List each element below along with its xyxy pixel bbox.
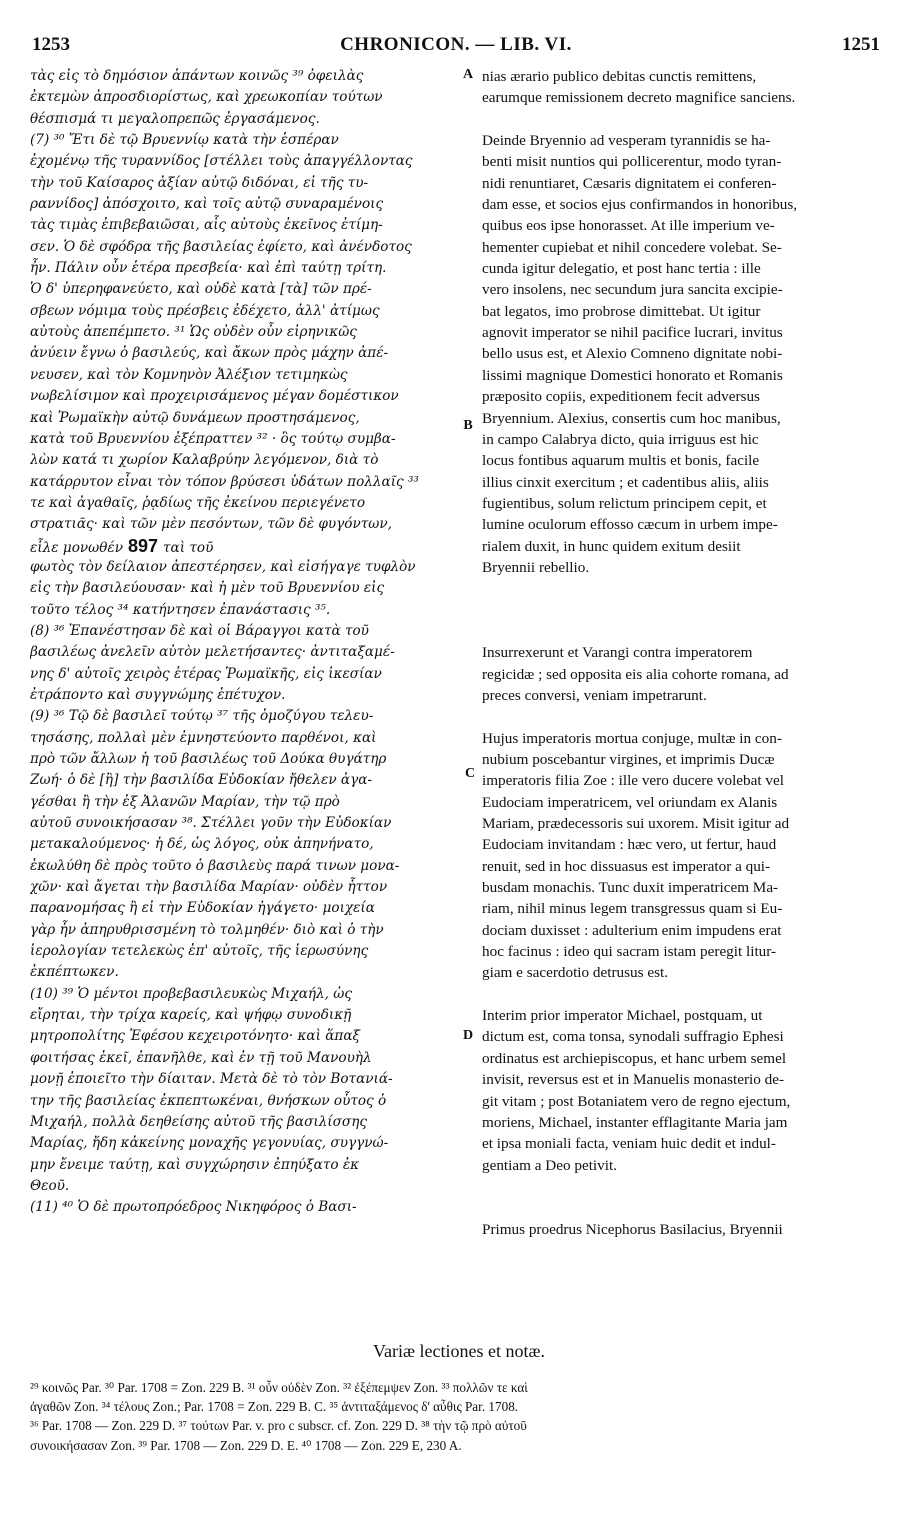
latin-text-line: dociam duxisset : adulterium enim impudens erat (482, 921, 782, 939)
margin-letters (456, 66, 480, 1286)
greek-text-line: Μιχαήλ, πολλὰ δεηθείσης αὐτοῦ τῆς βασιλίσσης (30, 1113, 367, 1130)
latin-text-line (482, 706, 878, 727)
greek-text-line: (10) ³⁹ Ὁ μέντοι προβεβασιλευκὼς Μιχαήλ, ὡς (30, 985, 352, 1002)
greek-text-line: (8) ³⁶ Ἐπανέστησαν δὲ καὶ οἱ Βάραγγοι κατὰ τοῦ (30, 622, 369, 639)
latin-text-line: lissimi magnique Domestici honorato et Romanis (482, 366, 783, 384)
latin-text-line: rialem duxit, in hunc quidem exitum desiit (482, 537, 741, 555)
greek-text-line: νης δ' αὐτοῖς χειρὸς ἑτέρας Ῥωμαϊκῆς, εἰς ἱκεσίαν (30, 665, 382, 682)
latin-text-line: imperatoris filia Zoe : ille vero ducere volebat vel (482, 772, 784, 790)
latin-text-line: illius cinxit exercitum ; et cadentibus aliis, aliis (482, 473, 769, 491)
greek-text-line: ἐχομένῳ τῆς τυραννίδος [στέλλει τοὺς ἀπαγγέλλοντας (30, 153, 413, 170)
latin-text-line: Deinde Bryennio ad vesperam tyrannidis se ha- (482, 132, 771, 150)
latin-text-line: dictum est, coma tonsa, synodali suffragio Ephesi (482, 1028, 784, 1046)
greek-text-line (30, 536, 455, 557)
greek-column (30, 66, 455, 1219)
latin-column (482, 66, 878, 1240)
latin-text-line: locus fontibus aquarum multis et bonis, facile (482, 452, 760, 470)
greek-text-line: νωβελίσιμον καὶ προχειρισάμενος μέγαν δομέστικον (30, 388, 399, 405)
column-number: 897 (122, 535, 164, 556)
latin-text-line: earumque remissionem decreto magnifice sanciens. (482, 89, 796, 107)
latin-text-line: gentiam a Deo petivit. (482, 1156, 617, 1174)
latin-text-line (482, 1197, 878, 1218)
latin-text-line: Eudociam imperatricem, vel oriundam ex Alanis (482, 793, 778, 811)
greek-text-line: μονῇ ἐποιεῖτο τὴν δίαιταν. Μετὰ δὲ τὸ τὸν Βοτανιά- (30, 1071, 393, 1088)
latin-text-line (482, 600, 878, 621)
latin-text-line: renuit, sed in hoc dissuasus est imperator a qui- (482, 857, 771, 875)
greek-text-line: ἦν. Πάλιν οὖν ἑτέρα πρεσβεία· καὶ ἐπὶ ταύτῃ τρίτη. (30, 260, 387, 277)
greek-text-line: παρανομήσας ἢ εἰ τὴν Εὐδοκίαν ἠγάγετο· μοιχεία (30, 900, 375, 917)
greek-text-line: καὶ Ῥωμαϊκὴν αὐτῷ δυνάμεων προστησάμενος, (30, 409, 360, 426)
greek-text-line: τοῦτο τέλος ³⁴ κατήντησεν ἐπανάστασις ³⁵. (30, 601, 331, 618)
page-number-right: 1251 (842, 34, 880, 55)
latin-text-line: in campo Calabrya dicto, quia irriguus est hic (482, 430, 759, 448)
greek-text-line: πρὸ τῶν ἄλλων ἡ τοῦ βασιλέως τοῦ Δούκα θυγάτηρ (30, 751, 387, 767)
greek-text-line: αὐτοῦ συνοικήσασαν ³⁸. Στέλλει γοῦν τὴν Εὐδοκίαν (30, 815, 392, 832)
latin-text-line (482, 1176, 878, 1197)
greek-text-line: αὐτοὺς ἀπεπέμπετο. ³¹ Ὡς οὐδὲν οὖν εἰρηνικῶς (30, 324, 357, 341)
greek-text-line: ἐτράποντο καὶ συγγνώμης ἐπέτυχον. (30, 686, 286, 703)
greek-text-line: εἰς τὴν βασιλεύουσαν· καὶ ἡ μὲν τοῦ Βρυεννίου εἰς (30, 580, 385, 597)
latin-text-line: invisit, reversus est et in Manuelis monasterio de- (482, 1071, 784, 1089)
page-number-left: 1253 (32, 34, 70, 55)
greek-text-fragment: ταὶ τοῦ (163, 539, 214, 556)
latin-text-line (482, 621, 878, 642)
latin-text-line: git vitam ; post Botaniatem vero de regno ejectum, (482, 1092, 791, 1110)
latin-text-line: Insurrexerunt et Varangi contra imperatorem (482, 644, 753, 662)
latin-text-line: moriens, Michael, instanter efflagitante Maria jam (482, 1113, 788, 1131)
margin-letter-b: B (463, 418, 473, 433)
note-line: συνοικήσασαν Zon. ³⁹ Par. 1708 — Zon. 229 D. E. ⁴⁰ 1708 — Zon. 229 E, 230 A. (30, 1437, 462, 1453)
latin-text-line: giam e sacerdotio detrusus est. (482, 964, 668, 982)
greek-text-line: ἐκωλύθη δὲ πρὸς τοῦτο ὁ βασιλεὺς παρά τινων μονα- (30, 857, 400, 874)
latin-text-line: preces conversi, veniam impetrarunt. (482, 686, 707, 704)
latin-text-line: ordinatus est archiepiscopus, et hanc urbem semel (482, 1049, 787, 1067)
greek-text-line: φωτὸς τὸν δείλαιον ἀπεστέρησεν, καὶ εἰσήγαγε τυφλὸν (30, 558, 416, 575)
greek-text-line: τὰς τιμὰς ἐπιβεβαιῶσαι, αἷς αὐτοὺς ἐκεῖνος ἐτίμη- (30, 217, 383, 234)
latin-text-line: Mariam, prædecessoris sui uxorem. Misit igitur ad (482, 815, 790, 833)
latin-text-line: cunda igitur delegatio, et post hanc tertia : ille (482, 260, 761, 278)
greek-text-line: ραννίδος] ἀπόσχοιτο, καὶ τοῖς αὐτῷ συναραμένοις (30, 196, 384, 213)
greek-text-line: νευσεν, καὶ τὸν Κομνηνὸν Ἀλέξιον τετιμηκὼς (30, 366, 348, 383)
margin-letter-c: C (464, 766, 476, 781)
greek-text-line: μητροπολίτης Ἐφέσου κεχειροτόνητο· καὶ ἅπαξ (30, 1028, 361, 1045)
latin-text-line (482, 109, 878, 130)
latin-text-line: fugientibus, solum relictum principem cepit, et (482, 494, 767, 512)
greek-text-line: τὴν τοῦ Καίσαρος ἀξίαν αὐτῷ διδόναι, εἰ τῆς τυ- (30, 174, 369, 191)
greek-text-line: σβεων νόμιμα τοὺς πρέσβεις ἐδέχετο, ἀλλ' ἀτίμως (30, 302, 380, 319)
notes-title: Variæ lectiones et notæ. (373, 1341, 545, 1361)
greek-text-line: ἀνύειν ἔγνω ὁ βασιλεύς, καὶ ἄκων πρὸς μάχην ἀπέ- (30, 345, 389, 362)
greek-text-line: χῶν· καὶ ἄγεται τὴν βασιλίδα Μαρίαν· οὐδὲν ἧττον (30, 879, 388, 896)
running-title: CHRONICON. — LIB. VI. (340, 34, 572, 55)
greek-text-line: βασιλέως ἀνελεῖν αὐτὸν μελετήσαντες· ἀντιταξαμέ- (30, 644, 395, 661)
greek-text-line: (7) ³⁰ Ἔτι δὲ τῷ Βρυεννίῳ κατὰ τὴν ἑσπέραν (30, 132, 339, 149)
greek-text-line: μην ἔνειμε ταύτῃ, καὶ συγχώρησιν ἐπηύξατο ἐκ (30, 1156, 360, 1173)
variant-readings-notes (30, 1378, 890, 1455)
latin-text-line: vero insolens, nec secundum jura sancita excipie- (482, 281, 783, 299)
greek-text-line: Μαρίας, ἤδη κἀκείνης μοναχῆς γεγονυίας, συγγνώ- (30, 1135, 389, 1152)
note-line: ³⁶ Par. 1708 — Zon. 229 D. ³⁷ τούτων Par. v. pro c subscr. cf. Zon. 229 D. ³⁸ τὴν τῷ πρὸ αὐτοῦ (30, 1418, 527, 1434)
greek-text-line: κατάρρυτον εἶναι τὸν τόπον βρύσεσι ὑδάτων πολλαῖς ³³ (30, 473, 419, 490)
latin-text-line: bat legatos, imo probrose dimittebat. Ut igitur (482, 302, 761, 320)
latin-text-line: bello usus est, et Alexio Comneno dignitate nobi- (482, 345, 783, 363)
greek-text-line: θέσπισμά τι μεγαλοπρεπῶς ἐργασάμενος. (30, 110, 320, 127)
running-header (32, 34, 880, 60)
greek-text-line: ἱερολογίαν τετελεκὼς ἐπ' αὐτοῖς, τῆς ἱερωσύνης (30, 943, 369, 960)
latin-text-line: præposito copiis, expeditionem fecit adversus (482, 388, 760, 406)
margin-letter-d: D (462, 1028, 474, 1043)
latin-text-line: busdam monachis. Tunc duxit imperatricem Ma- (482, 879, 779, 897)
latin-text-line: et ipsa moniali facta, veniam huic dedit et indul- (482, 1135, 776, 1153)
latin-text-line: Hujus imperatoris mortua conjuge, multæ in con- (482, 729, 782, 747)
greek-text-line: μετακαλούμενος· ἡ δέ, ὡς λόγος, οὐκ ἀπηνήνατο, (30, 836, 374, 853)
latin-text-line: Interim prior imperator Michael, postquam, ut (482, 1007, 763, 1025)
greek-text-line: φοιτήσας ἐκεῖ, ἐπανῆλθε, καὶ ἐν τῇ τοῦ Μανουὴλ (30, 1049, 372, 1066)
latin-text-line: regicidæ ; sed opposita eis alia cohorte romana, ad (482, 665, 789, 683)
latin-text-line: Bryennium. Alexius, consertis cum hoc manibus, (482, 409, 781, 427)
latin-text-line: nias ærario publico debitas cunctis remittens, (482, 68, 757, 85)
greek-text-line: σεν. Ὁ δὲ σφόδρα τῆς βασιλείας ἐφίετο, καὶ ἀνένδοτος (30, 238, 412, 255)
latin-text-line: dam esse, et socios ejus confirmandos in honoribus, (482, 196, 798, 214)
latin-text-line: lumine oculorum effosso cæcum in urbem impe- (482, 516, 778, 534)
greek-text-line: Ὁ δ' ὑπερηφανεύετο, καὶ οὐδὲ κατὰ [τὰ] τῶν πρέ- (30, 281, 372, 298)
greek-text-line: (11) ⁴⁰ Ὁ δὲ πρωτοπρόεδρος Νικηφόρος ὁ Βασι- (30, 1199, 357, 1216)
latin-text-line: nidi renuntiaret, Cæsaris dignitatem ei conferen- (482, 174, 777, 192)
greek-text-line: Θεοῦ. (30, 1177, 70, 1194)
latin-text-line (482, 578, 878, 599)
greek-text-line: στρατιᾶς· καὶ τῶν μὲν πεσόντων, τῶν δὲ φυγόντων, (30, 516, 392, 533)
greek-text-line: ἐκπέπτωκεν. (30, 964, 119, 981)
latin-text-line: Primus proedrus Nicephorus Basilacius, Bryennii (482, 1220, 783, 1238)
greek-text-line: εἴρηται, τὴν τρίχα καρείς, καὶ ψήφῳ συνοδικῇ (30, 1007, 352, 1024)
greek-text-line: Ζωή· ὁ δὲ [ἢ] τὴν βασιλίδα Εὐδοκίαν ἤθελεν ἀγα- (30, 772, 372, 789)
latin-text-line: nubium poscebantur virgines, et imprimis Ducæ (482, 751, 775, 768)
latin-text-line: riam, nihil minus legem transgressus quam si Eu- (482, 900, 783, 918)
greek-text-fragment: εἷλε μονωθέν (30, 539, 123, 556)
latin-text-line: hoc facinus : ideo qui sacram istam peregit litur- (482, 943, 777, 961)
greek-text-line: ἐκτεμὼν ἀπροσδιορίστως, καὶ χρεωκοπίαν τούτων (30, 89, 383, 106)
greek-text-line: τε καὶ ἀγαθαῖς, ῥᾳδίως τῆς ἐκείνου περιεγένετο (30, 494, 366, 511)
greek-text-line: γὰρ ἦν ἀπηρυθρισσμένη τὸ τολμηθέν· διὸ καὶ ὁ τὴν (30, 921, 384, 938)
latin-text-line: benti misit nuntios qui pollicerentur, modo tyran- (482, 153, 782, 171)
latin-text-line (482, 984, 878, 1005)
greek-text-line: (9) ³⁶ Τῷ δὲ βασιλεῖ τούτῳ ³⁷ τῆς ὁμοζύγου τελευ- (30, 708, 374, 725)
greek-text-line: κατὰ τοῦ Βρυεννίου ἐξέπραττεν ³² · ὃς τούτῳ συμβα- (30, 430, 396, 447)
latin-text-line: Bryennii rebellio. (482, 558, 590, 576)
greek-text-line: γέσθαι ἢ τὴν ἐξ Ἀλανῶν Μαρίαν, τὴν τῷ πρὸ (30, 793, 340, 810)
margin-letter-a: A (462, 67, 474, 82)
latin-text-line: Eudociam invitandam : hæc vero, ut fertur, haud (482, 836, 777, 854)
latin-text-line: quibus eos ipse honorasset. At ille imperium ve- (482, 217, 775, 235)
greek-text-line: τησάσης, πολλαὶ μὲν ἐμνηστεύοντο παρθένοι, καὶ (30, 729, 377, 746)
note-line: ²⁹ κοινῶς Par. ³⁰ Par. 1708 = Zon. 229 B. ³¹ οὖν οὐδὲν Zon. ³² ἐξέπεμψεν Zon. ³³ πολλῶν τε καὶ (30, 1380, 528, 1395)
greek-text-line: τὰς εἰς τὸ δημόσιον ἁπάντων κοινῶς ³⁹ ὀφειλὰς (30, 68, 364, 84)
latin-text-line: agnovit imperator se nihil pacifice lucrari, invitus (482, 324, 783, 342)
note-line: ἀγαθῶν Zon. ³⁴ τέλους Zon.; Par. 1708 = Zon. 229 B. C. ³⁵ ἀντιταξάμενος δ' αὖθις Par. 1708. (30, 1399, 519, 1415)
greek-text-line: λὼν κατά τι χωρίον Καλαβρύην λεγόμενον, διὰ τὸ (30, 452, 379, 469)
greek-text-line: την τῆς βασιλείας ἐκπεπτωκέναι, θνήσκων οὗτος ὁ (30, 1092, 387, 1109)
latin-text-line: hementer cupiebat et nihil concedere volebat. Se- (482, 238, 782, 256)
